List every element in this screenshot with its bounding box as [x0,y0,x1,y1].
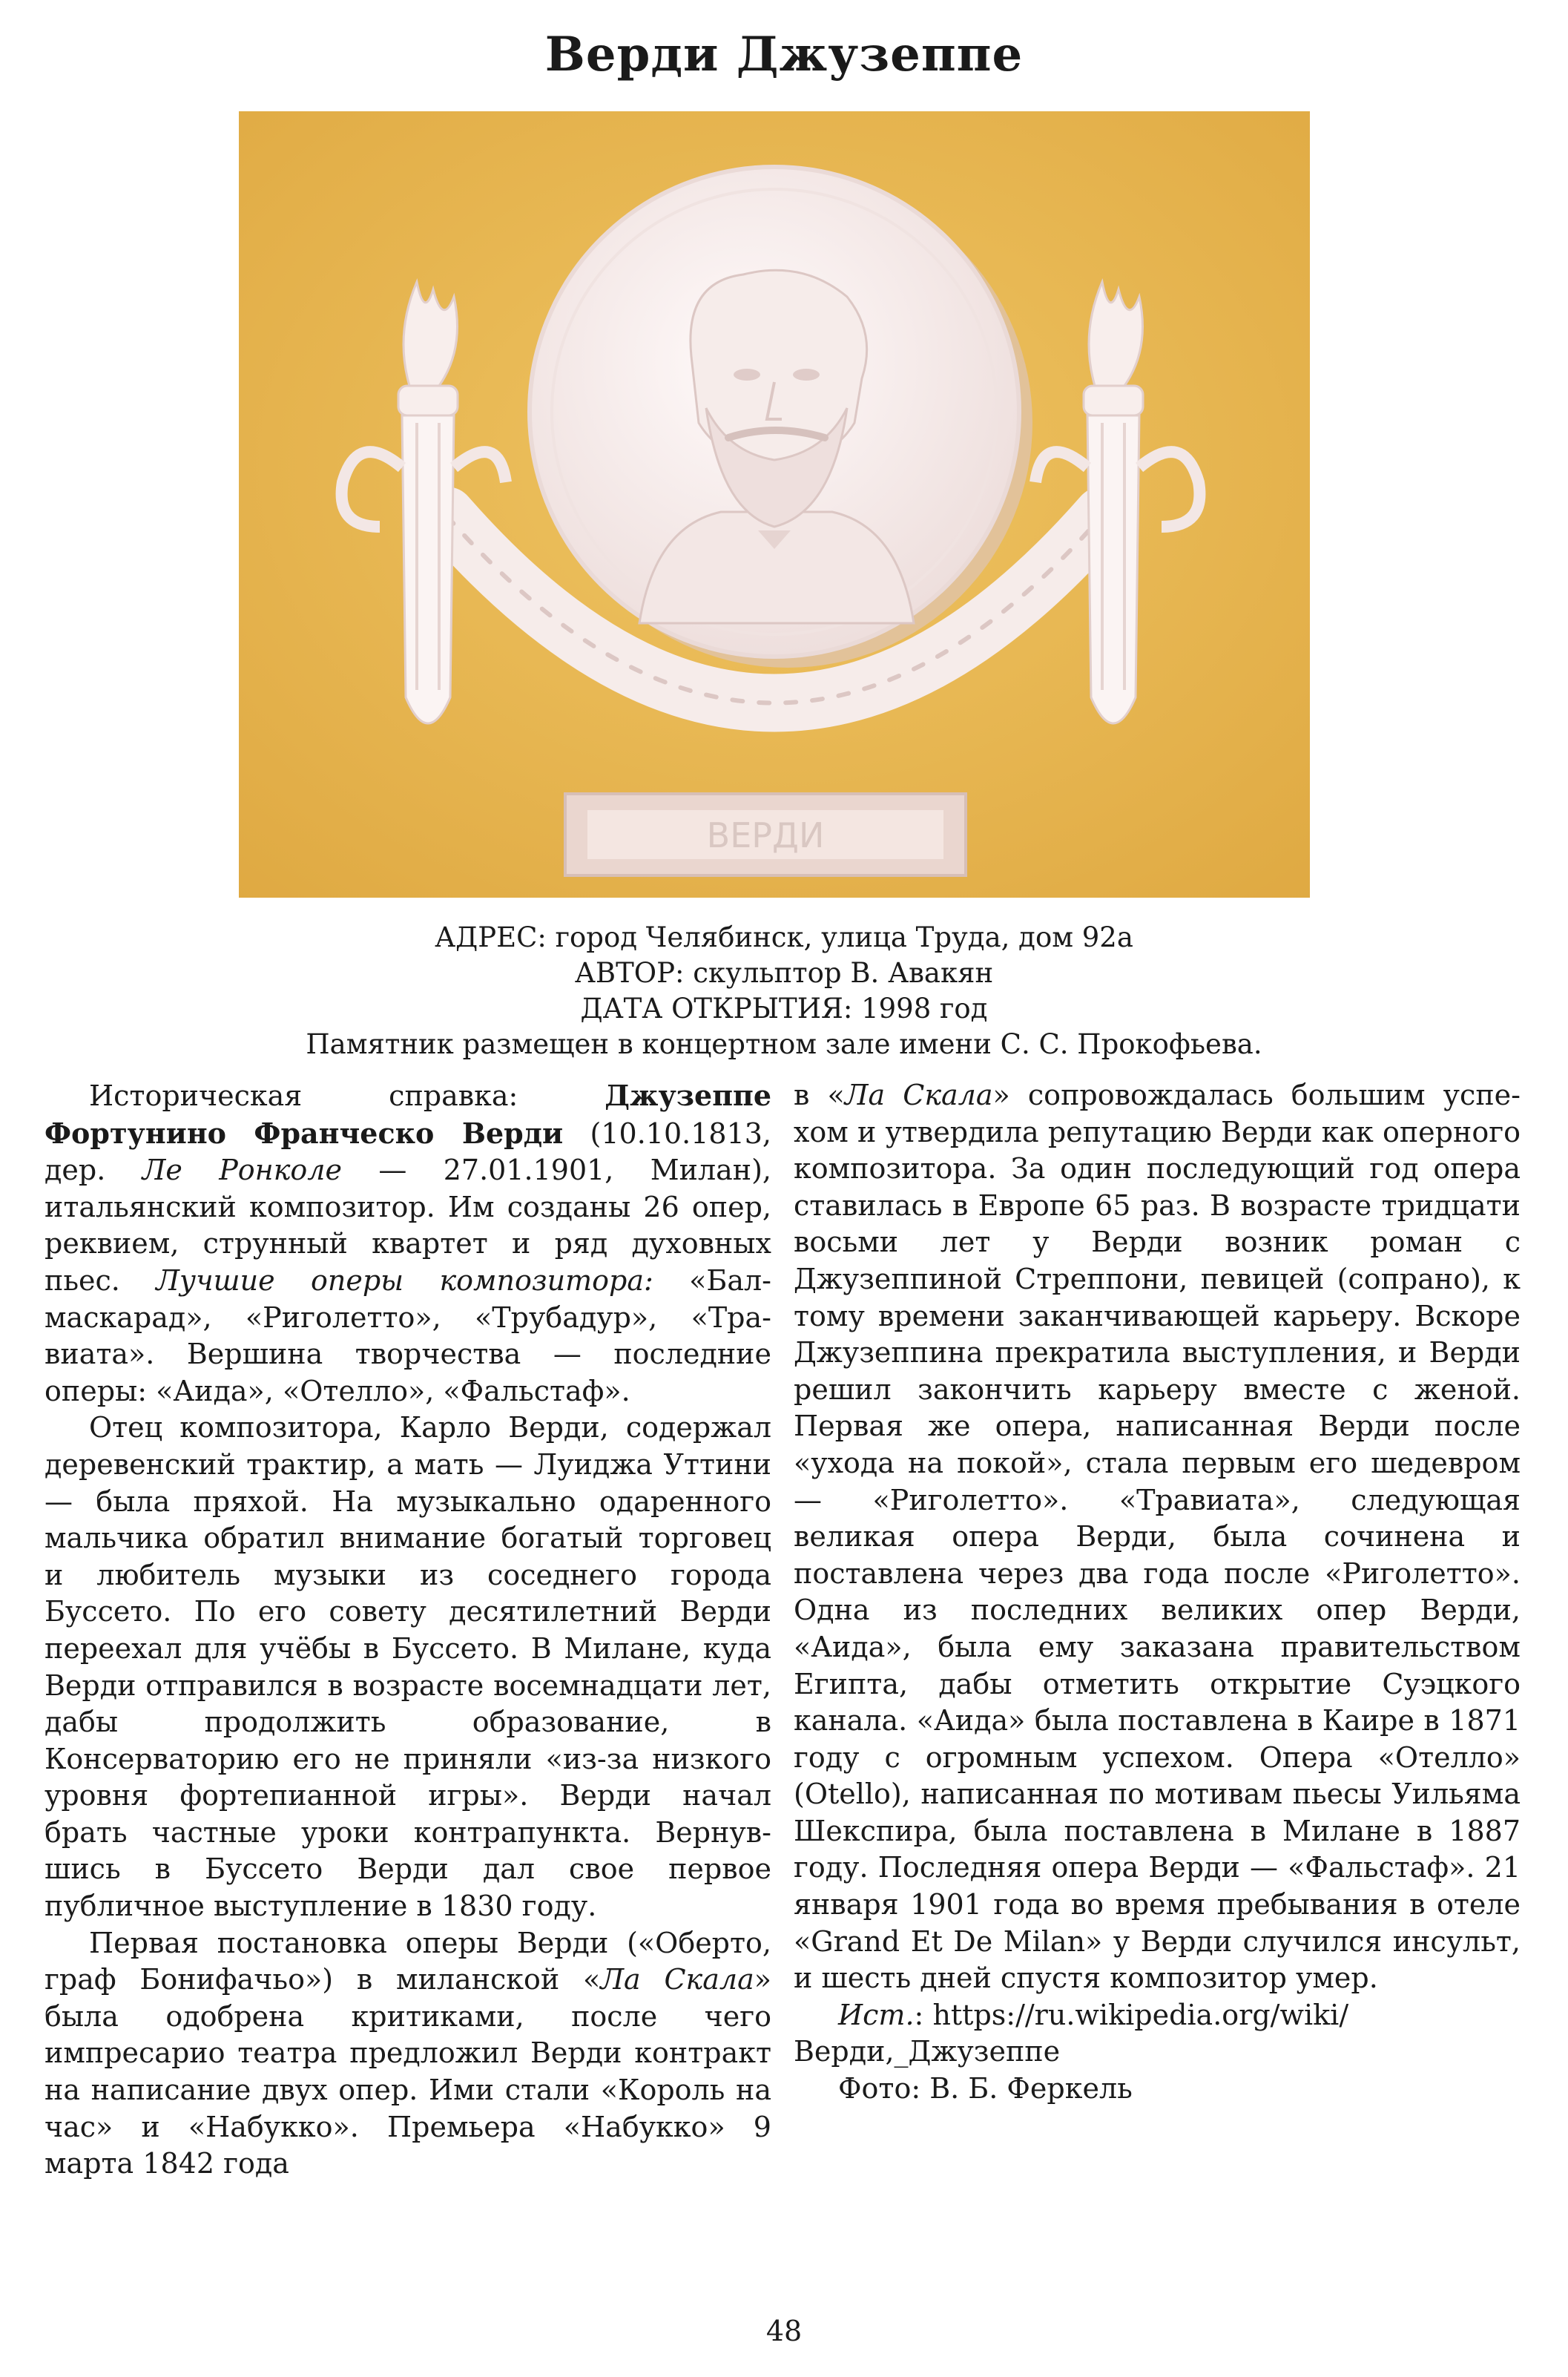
paragraph-first-opera: Первая постановка оперы Верди («Оберто, граф Бонифачьо») в миланской «Ла Скала» была одобрена критиками, после чего импресарио театра предложил Верди контракт на написание двух опер. Ими стали «Король на час» и «Набукко». Премьера «Набукко» 9 марта 1842 года [45,1926,771,2180]
paragraph-career-continued: в «Ла Скала» сопровождалась большим успехом и утвердила репутацию Верди как оперного композитора. За один последующий год опера ставилась в Европе 65 раз. В возрасте тридцати восьми лет у Верди возник роман с Джузеппиной Стреппони, певицей (сопрано), к тому времени заканчивающей карьеру. Вскоре Джузеппина прекратила выступления, и Верди решил закончить карьеру вместе с женой. Первая же опера, написанная Верди после «ухода на покой», стала первым его шедевром — «Риголетто». «Травиата», следующая великая опера Верди, была сочинена и поставлена через два года после «Риголетто». Одна из последних великих опер Верди, «Аида», была ему заказана правительством Египта, дабы отметить открытие Суэцкого канала. «Аида» была поставлена в Каире в 1871 году с огромным успехом. Опера «Отелло» (Otello), написанная по мотивам пьесы Уильяма Шекспира, была поставлена в Милане в 1887 году. Последняя опера Верди — «Фальстаф». 21 января 1901 года во время пребывания в отеле «Grand Et De Milan» у Верди случился инсульт, и шесть дней спустя композитор умер. [794,1079,1521,1995]
composer-full-name: Джузеппе Фортунино Франческо Верди [45,1079,771,1150]
paragraph-family: Отец композитора, Карло Верди, содержал деревенский трактир, а мать — Луиджа Уттини — была пряхой. На музыкально одаренного мальчика обратил внимание богатый торговец и любитель музыки из соседнего города Буссето. По его совету десятилетний Верди переехал для учёбы в Буссето. В Милане, куда Верди отправился в возрасте восемнадцати лет, дабы продолжить образование, в Консерваторию его не приняли «из-за низкого уровня фортепианной игры». Верди начал брать частные уроки контрапункта. Вернувшись в Буссето Верди дал свое первое публичное выступление в 1830 году. [45,1411,771,1923]
caption-address: АДРЕС: город Челябинск, улица Труда, дом 92а [435,921,1133,953]
article-column-left [45,1077,771,2183]
monument-caption [0,920,1568,1062]
page-number: 48 [765,2315,803,2347]
caption-location: Памятник размещен в концертном зале имени С. С. Прокофьева. [306,1028,1262,1060]
page-title: Верди Джузеппе [544,27,1024,82]
verdi-bas-relief-photo [239,111,1310,898]
source-reference: Ист.: https://ru.wikipedia.org/wiki/Верди,_Джузеппе [794,1998,1349,2068]
source-link[interactable]: https://ru.wikipedia.org/wiki/Верди,_Джузеппе [794,1998,1349,2068]
paragraph-history: Историческая справка: Джузеппе Фортунино Франческо Верди (10.10.1813, дер. Ле Ронколе — 27.01.1901, Милан), итальянский композитор. Им созданы 26 опер, реквием, струнный квартет и ряд духовных пьес. Лучшие оперы композитора: «Бал-маскарад», «Риголетто», «Трубадур», «Травиата». Вершина творчества — последние оперы: «Аида», «Отелло», «Фальстаф». [45,1079,772,1407]
plaque-text: ВЕРДИ [706,815,825,855]
article-column-right [794,1077,1521,2108]
photo-credit: Фото: В. Б. Феркель [838,2072,1133,2105]
caption-author: АВТОР: скульптор В. Авакян [574,957,994,989]
caption-date: ДАТА ОТКРЫТИЯ: 1998 год [580,993,988,1025]
